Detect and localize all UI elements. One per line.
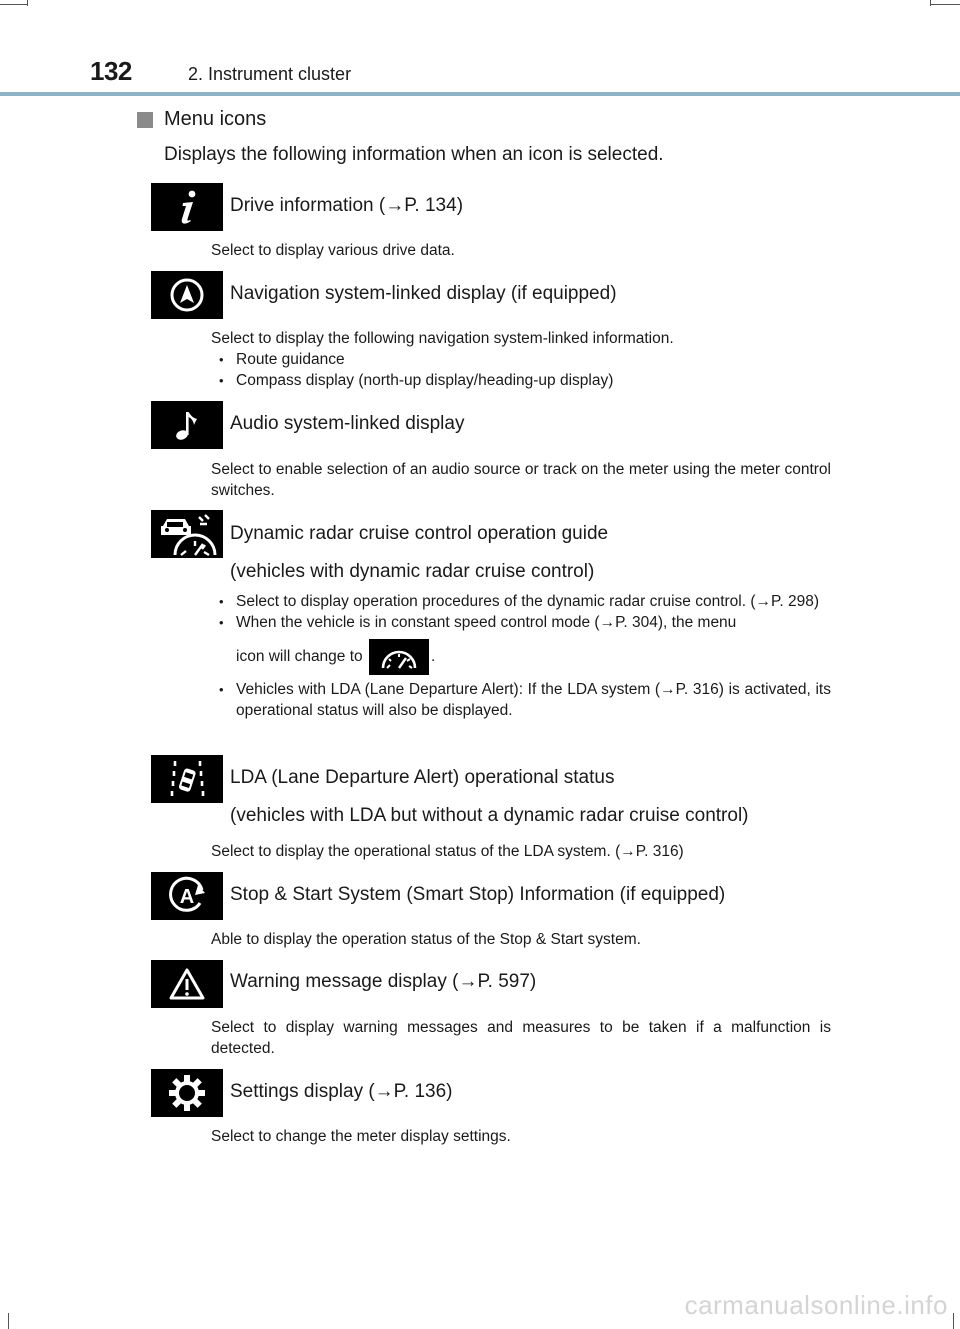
entry-description: Select to display the operational status of the LDA system. (→P. 316) bbox=[211, 843, 684, 860]
entry-title: Warning message display (→P. 597) bbox=[230, 971, 537, 992]
entry-title-qualifier: (vehicles with dynamic radar cruise control) bbox=[230, 561, 595, 582]
list-item-text: When the vehicle is in constant speed control mode (→P. 304), the menu bbox=[236, 614, 737, 631]
page-header bbox=[0, 0, 960, 96]
menu-entry-settings bbox=[151, 1069, 831, 1149]
gear-icon bbox=[151, 1069, 223, 1117]
entry-bullet-list bbox=[215, 591, 831, 721]
menu-entry-audio bbox=[151, 401, 831, 506]
list-item-continuation bbox=[236, 639, 831, 675]
menu-entry-stop-start bbox=[151, 872, 831, 952]
navigation-icon bbox=[151, 271, 223, 319]
entry-title-qualifier: (vehicles with LDA but without a dynamic radar cruise control) bbox=[230, 805, 749, 826]
info-icon bbox=[151, 183, 223, 231]
menu-entry-lda bbox=[151, 755, 831, 865]
entry-title: Navigation system-linked display (if equipped) bbox=[230, 283, 617, 304]
entry-title: Audio system-linked display bbox=[230, 413, 465, 434]
square-bullet-icon bbox=[137, 112, 153, 128]
entry-description: Able to display the operation status of the Stop & Start system. bbox=[211, 931, 641, 948]
svg-text:A: A bbox=[179, 886, 195, 908]
speedometer-icon bbox=[369, 639, 429, 675]
stop-start-icon bbox=[151, 872, 223, 920]
entry-description: Select to display warning messages and measures to be taken if a malfunction is detected. bbox=[211, 1019, 831, 1057]
radar-cruise-icon bbox=[151, 510, 223, 558]
lane-departure-icon bbox=[151, 755, 223, 803]
music-note-icon bbox=[151, 401, 223, 449]
menu-entry-navigation bbox=[151, 271, 831, 401]
list-item: • Compass display (north-up display/heading-up display) bbox=[215, 370, 831, 391]
entry-description: Select to enable selection of an audio source or track on the meter using the meter control switches. bbox=[211, 461, 831, 499]
heading-text: Menu icons bbox=[164, 108, 267, 130]
warning-triangle-icon bbox=[151, 960, 223, 1008]
menu-entry-radar-cruise bbox=[151, 510, 831, 750]
watermark: carmanualsonline.info bbox=[684, 1290, 948, 1320]
crop-mark bbox=[953, 1313, 954, 1329]
entry-description: Select to display various drive data. bbox=[211, 242, 455, 259]
entry-bullet-list bbox=[215, 349, 831, 391]
list-item-text: icon will change to bbox=[236, 648, 363, 666]
list-item: • Vehicles with LDA (Lane Departure Alert): If the LDA system (→P. 316) is activated, its operational status will also be displayed. bbox=[215, 679, 831, 721]
list-item bbox=[215, 612, 831, 675]
entry-title: Settings display (→P. 136) bbox=[230, 1081, 453, 1102]
intro-text: Displays the following information when an icon is selected. bbox=[164, 144, 664, 165]
entry-description: Select to change the meter display settings. bbox=[211, 1128, 511, 1145]
list-item: • Select to display operation procedures of the dynamic radar cruise control. (→P. 298) bbox=[215, 591, 831, 612]
entry-title: Dynamic radar cruise control operation guide bbox=[230, 523, 609, 544]
entry-title: Drive information (→P. 134) bbox=[230, 195, 464, 216]
menu-icons-heading bbox=[137, 108, 266, 131]
header-divider bbox=[0, 92, 960, 96]
section-title: 2. Instrument cluster bbox=[188, 64, 352, 84]
menu-entry-drive-information bbox=[151, 183, 831, 263]
entry-title: LDA (Lane Departure Alert) operational status bbox=[230, 767, 615, 788]
entry-title: Stop & Start System (Smart Stop) Information (if equipped) bbox=[230, 884, 726, 905]
list-item: • Route guidance bbox=[215, 349, 831, 370]
crop-mark bbox=[8, 1313, 9, 1329]
page-number: 132 bbox=[90, 56, 132, 86]
entry-description: Select to display the following navigation system-linked information. bbox=[211, 330, 674, 347]
menu-entry-warning bbox=[151, 960, 831, 1060]
list-item-text: . bbox=[430, 648, 436, 666]
